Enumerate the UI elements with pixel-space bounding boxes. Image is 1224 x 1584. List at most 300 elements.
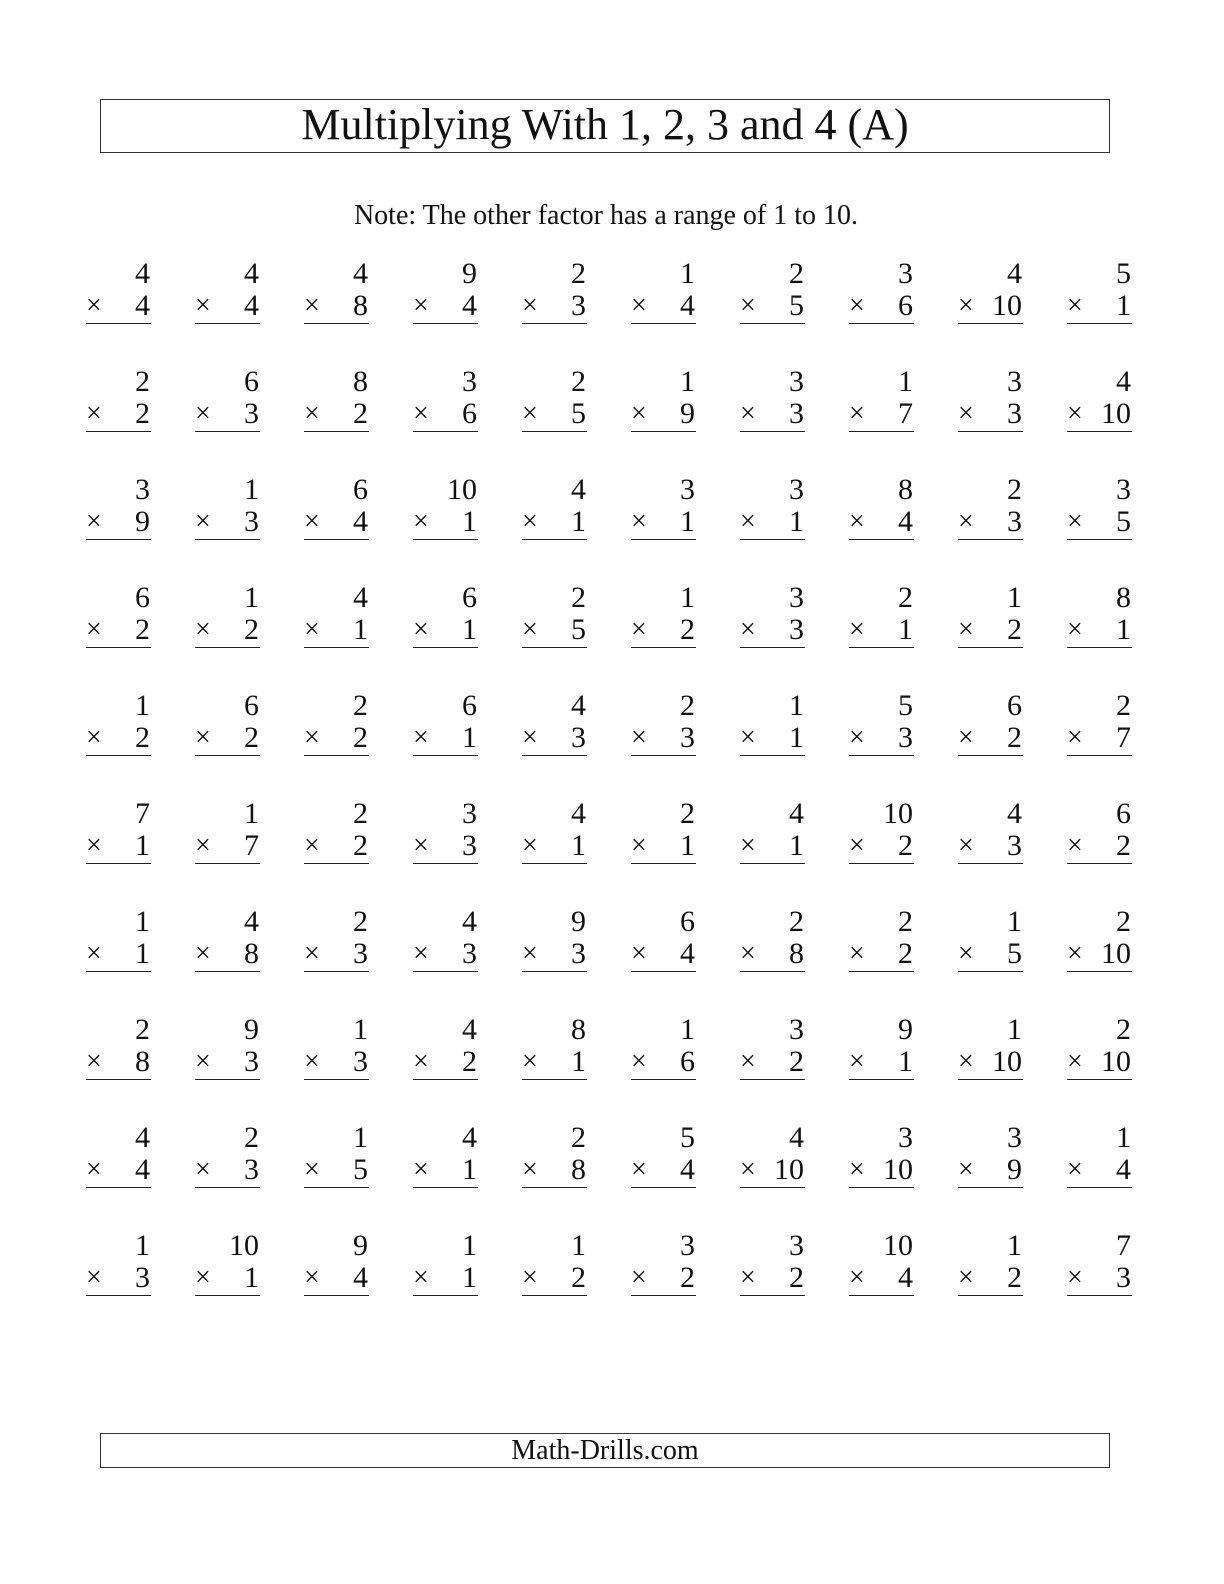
first-factor: 2 <box>135 1013 150 1046</box>
answer-line <box>1067 1045 1132 1080</box>
problem-grid <box>86 257 1146 1337</box>
times-sign: × <box>86 938 102 969</box>
times-sign: × <box>195 1154 211 1185</box>
second-factor: 5 <box>571 613 586 646</box>
second-factor: 3 <box>1007 829 1022 862</box>
first-factor: 1 <box>1007 905 1022 938</box>
times-sign: × <box>631 290 647 321</box>
first-factor: 4 <box>1116 365 1131 398</box>
times-sign: × <box>522 938 538 969</box>
answer-line <box>86 1045 151 1080</box>
multiplication-problem <box>304 257 369 323</box>
second-factor: 4 <box>462 289 477 322</box>
times-sign: × <box>631 614 647 645</box>
multiplication-problem <box>740 905 805 971</box>
first-factor: 3 <box>789 365 804 398</box>
multiplication-problem <box>1067 797 1132 863</box>
times-sign: × <box>195 506 211 537</box>
times-sign: × <box>304 290 320 321</box>
multiplication-problem <box>740 689 805 755</box>
answer-line <box>740 613 805 648</box>
second-factor: 1 <box>898 1045 913 1078</box>
first-factor: 4 <box>571 689 586 722</box>
first-factor: 6 <box>353 473 368 506</box>
answer-line <box>413 613 478 648</box>
times-sign: × <box>304 614 320 645</box>
first-factor: 3 <box>462 365 477 398</box>
answer-line <box>849 721 914 756</box>
multiplication-problem <box>86 257 151 323</box>
answer-line <box>86 505 151 540</box>
second-factor: 8 <box>789 937 804 970</box>
first-factor: 1 <box>1007 581 1022 614</box>
second-factor: 1 <box>244 1261 259 1294</box>
second-factor: 3 <box>1007 505 1022 538</box>
multiplication-problem <box>1067 473 1132 539</box>
multiplication-problem <box>304 365 369 431</box>
first-factor: 1 <box>135 905 150 938</box>
multiplication-problem <box>849 473 914 539</box>
multiplication-problem <box>740 1121 805 1187</box>
first-factor: 3 <box>1007 365 1022 398</box>
first-factor: 1 <box>244 581 259 614</box>
times-sign: × <box>958 1046 974 1077</box>
multiplication-problem <box>631 365 696 431</box>
answer-line <box>195 505 260 540</box>
answer-line <box>740 397 805 432</box>
multiplication-problem <box>413 581 478 647</box>
second-factor: 1 <box>462 613 477 646</box>
first-factor: 10 <box>229 1229 259 1262</box>
multiplication-problem <box>195 257 260 323</box>
first-factor: 1 <box>898 365 913 398</box>
times-sign: × <box>1067 506 1083 537</box>
times-sign: × <box>958 1154 974 1185</box>
times-sign: × <box>1067 1262 1083 1293</box>
second-factor: 3 <box>1116 1261 1131 1294</box>
multiplication-problem <box>86 1121 151 1187</box>
second-factor: 2 <box>680 1261 695 1294</box>
problem-row <box>86 365 1146 473</box>
multiplication-problem <box>304 1121 369 1187</box>
second-factor: 2 <box>1007 721 1022 754</box>
first-factor: 6 <box>244 689 259 722</box>
second-factor: 2 <box>135 613 150 646</box>
times-sign: × <box>849 614 865 645</box>
times-sign: × <box>195 830 211 861</box>
multiplication-problem <box>1067 905 1132 971</box>
first-factor: 2 <box>571 257 586 290</box>
multiplication-problem <box>304 797 369 863</box>
multiplication-problem <box>304 581 369 647</box>
multiplication-problem <box>958 365 1023 431</box>
multiplication-problem <box>413 257 478 323</box>
first-factor: 1 <box>462 1229 477 1262</box>
second-factor: 2 <box>353 721 368 754</box>
multiplication-problem <box>631 473 696 539</box>
second-factor: 1 <box>462 721 477 754</box>
answer-line <box>304 829 369 864</box>
times-sign: × <box>1067 614 1083 645</box>
times-sign: × <box>740 830 756 861</box>
second-factor: 10 <box>774 1153 804 1186</box>
second-factor: 3 <box>1007 397 1022 430</box>
multiplication-problem <box>195 473 260 539</box>
first-factor: 6 <box>1116 797 1131 830</box>
answer-line <box>522 505 587 540</box>
second-factor: 2 <box>135 397 150 430</box>
answer-line <box>631 1153 696 1188</box>
times-sign: × <box>304 398 320 429</box>
multiplication-problem <box>195 1121 260 1187</box>
second-factor: 8 <box>135 1045 150 1078</box>
first-factor: 2 <box>571 1121 586 1154</box>
times-sign: × <box>1067 938 1083 969</box>
second-factor: 1 <box>789 829 804 862</box>
times-sign: × <box>522 614 538 645</box>
multiplication-problem <box>86 473 151 539</box>
times-sign: × <box>86 398 102 429</box>
answer-line <box>522 1153 587 1188</box>
times-sign: × <box>195 614 211 645</box>
second-factor: 4 <box>680 289 695 322</box>
first-factor: 2 <box>353 905 368 938</box>
times-sign: × <box>413 1046 429 1077</box>
second-factor: 3 <box>462 829 477 862</box>
times-sign: × <box>958 398 974 429</box>
second-factor: 4 <box>244 289 259 322</box>
first-factor: 1 <box>135 689 150 722</box>
first-factor: 6 <box>462 689 477 722</box>
times-sign: × <box>849 938 865 969</box>
times-sign: × <box>631 1046 647 1077</box>
multiplication-problem <box>849 581 914 647</box>
multiplication-problem <box>1067 581 1132 647</box>
problem-row <box>86 1229 1146 1337</box>
times-sign: × <box>86 1046 102 1077</box>
second-factor: 6 <box>462 397 477 430</box>
answer-line <box>631 397 696 432</box>
multiplication-problem <box>631 797 696 863</box>
second-factor: 5 <box>571 397 586 430</box>
multiplication-problem <box>413 1013 478 1079</box>
times-sign: × <box>195 398 211 429</box>
answer-line <box>86 613 151 648</box>
answer-line <box>195 397 260 432</box>
multiplication-problem <box>86 797 151 863</box>
answer-line <box>740 1153 805 1188</box>
second-factor: 3 <box>571 937 586 970</box>
times-sign: × <box>522 398 538 429</box>
times-sign: × <box>740 398 756 429</box>
answer-line <box>631 1261 696 1296</box>
answer-line <box>849 1261 914 1296</box>
answer-line <box>86 1153 151 1188</box>
answer-line <box>522 721 587 756</box>
second-factor: 3 <box>680 721 695 754</box>
second-factor: 9 <box>135 505 150 538</box>
answer-line <box>631 289 696 324</box>
answer-line <box>304 1045 369 1080</box>
multiplication-problem <box>86 581 151 647</box>
answer-line <box>86 721 151 756</box>
answer-line <box>740 937 805 972</box>
second-factor: 2 <box>244 721 259 754</box>
first-factor: 10 <box>447 473 477 506</box>
multiplication-problem <box>1067 1121 1132 1187</box>
times-sign: × <box>86 1154 102 1185</box>
second-factor: 5 <box>1007 937 1022 970</box>
second-factor: 2 <box>680 613 695 646</box>
multiplication-problem <box>958 905 1023 971</box>
multiplication-problem <box>195 1013 260 1079</box>
multiplication-problem <box>304 1013 369 1079</box>
answer-line <box>849 1153 914 1188</box>
first-factor: 1 <box>571 1229 586 1262</box>
multiplication-problem <box>522 905 587 971</box>
second-factor: 2 <box>789 1045 804 1078</box>
second-factor: 10 <box>992 289 1022 322</box>
answer-line <box>304 1153 369 1188</box>
multiplication-problem <box>849 1013 914 1079</box>
answer-line <box>958 721 1023 756</box>
multiplication-problem <box>413 1229 478 1295</box>
multiplication-problem <box>958 581 1023 647</box>
multiplication-problem <box>413 905 478 971</box>
multiplication-problem <box>304 905 369 971</box>
answer-line <box>849 937 914 972</box>
multiplication-problem <box>413 1121 478 1187</box>
multiplication-problem <box>958 689 1023 755</box>
times-sign: × <box>631 938 647 969</box>
times-sign: × <box>413 614 429 645</box>
times-sign: × <box>1067 830 1083 861</box>
answer-line <box>958 937 1023 972</box>
second-factor: 3 <box>898 721 913 754</box>
first-factor: 2 <box>135 365 150 398</box>
second-factor: 3 <box>571 721 586 754</box>
multiplication-problem <box>195 797 260 863</box>
first-factor: 2 <box>1116 1013 1131 1046</box>
answer-line <box>1067 613 1132 648</box>
times-sign: × <box>849 1154 865 1185</box>
times-sign: × <box>86 614 102 645</box>
times-sign: × <box>631 1154 647 1185</box>
second-factor: 2 <box>789 1261 804 1294</box>
answer-line <box>849 829 914 864</box>
answer-line <box>413 937 478 972</box>
first-factor: 4 <box>353 257 368 290</box>
times-sign: × <box>631 506 647 537</box>
second-factor: 1 <box>680 829 695 862</box>
problem-row <box>86 689 1146 797</box>
first-factor: 7 <box>1116 1229 1131 1262</box>
answer-line <box>631 829 696 864</box>
problem-row <box>86 257 1146 365</box>
answer-line <box>413 1045 478 1080</box>
second-factor: 1 <box>462 1261 477 1294</box>
second-factor: 1 <box>789 505 804 538</box>
multiplication-problem <box>958 1121 1023 1187</box>
first-factor: 1 <box>680 257 695 290</box>
first-factor: 5 <box>898 689 913 722</box>
answer-line <box>958 289 1023 324</box>
first-factor: 3 <box>898 1121 913 1154</box>
first-factor: 4 <box>462 1013 477 1046</box>
second-factor: 4 <box>1116 1153 1131 1186</box>
answer-line <box>740 289 805 324</box>
times-sign: × <box>86 722 102 753</box>
multiplication-problem <box>304 473 369 539</box>
first-factor: 9 <box>462 257 477 290</box>
second-factor: 3 <box>353 1045 368 1078</box>
answer-line <box>522 1045 587 1080</box>
first-factor: 8 <box>353 365 368 398</box>
times-sign: × <box>740 722 756 753</box>
first-factor: 6 <box>680 905 695 938</box>
first-factor: 3 <box>680 473 695 506</box>
first-factor: 4 <box>789 797 804 830</box>
second-factor: 1 <box>1116 289 1131 322</box>
first-factor: 8 <box>571 1013 586 1046</box>
second-factor: 3 <box>789 613 804 646</box>
first-factor: 6 <box>462 581 477 614</box>
answer-line <box>1067 397 1132 432</box>
first-factor: 4 <box>353 581 368 614</box>
multiplication-problem <box>1067 257 1132 323</box>
first-factor: 4 <box>462 905 477 938</box>
multiplication-problem <box>740 365 805 431</box>
multiplication-problem <box>740 473 805 539</box>
second-factor: 10 <box>1101 1045 1131 1078</box>
first-factor: 9 <box>244 1013 259 1046</box>
first-factor: 3 <box>789 473 804 506</box>
answer-line <box>631 505 696 540</box>
second-factor: 2 <box>135 721 150 754</box>
multiplication-problem <box>413 689 478 755</box>
second-factor: 2 <box>353 829 368 862</box>
second-factor: 10 <box>992 1045 1022 1078</box>
times-sign: × <box>195 290 211 321</box>
answer-line <box>413 1153 478 1188</box>
times-sign: × <box>413 398 429 429</box>
second-factor: 4 <box>353 505 368 538</box>
worksheet-note: Note: The other factor has a range of 1 to 10. <box>353 200 859 231</box>
times-sign: × <box>849 506 865 537</box>
first-factor: 1 <box>353 1121 368 1154</box>
second-factor: 1 <box>353 613 368 646</box>
multiplication-problem <box>522 1013 587 1079</box>
times-sign: × <box>413 830 429 861</box>
multiplication-problem <box>631 689 696 755</box>
answer-line <box>958 1261 1023 1296</box>
second-factor: 1 <box>571 505 586 538</box>
answer-line <box>86 1261 151 1296</box>
first-factor: 2 <box>571 581 586 614</box>
first-factor: 1 <box>244 797 259 830</box>
first-factor: 10 <box>883 797 913 830</box>
second-factor: 7 <box>1116 721 1131 754</box>
answer-line <box>522 397 587 432</box>
times-sign: × <box>740 1046 756 1077</box>
second-factor: 4 <box>680 937 695 970</box>
times-sign: × <box>86 1262 102 1293</box>
answer-line <box>195 613 260 648</box>
second-factor: 6 <box>898 289 913 322</box>
answer-line <box>413 721 478 756</box>
second-factor: 8 <box>571 1153 586 1186</box>
first-factor: 8 <box>1116 581 1131 614</box>
multiplication-problem <box>849 689 914 755</box>
second-factor: 3 <box>244 397 259 430</box>
first-factor: 6 <box>135 581 150 614</box>
multiplication-problem <box>740 1013 805 1079</box>
first-factor: 6 <box>244 365 259 398</box>
second-factor: 2 <box>353 397 368 430</box>
answer-line <box>849 613 914 648</box>
times-sign: × <box>958 614 974 645</box>
times-sign: × <box>631 1262 647 1293</box>
multiplication-problem <box>522 581 587 647</box>
answer-line <box>86 829 151 864</box>
multiplication-problem <box>849 1229 914 1295</box>
times-sign: × <box>304 1262 320 1293</box>
second-factor: 5 <box>353 1153 368 1186</box>
times-sign: × <box>631 722 647 753</box>
first-factor: 1 <box>789 689 804 722</box>
second-factor: 2 <box>1007 613 1022 646</box>
times-sign: × <box>304 830 320 861</box>
times-sign: × <box>304 1154 320 1185</box>
first-factor: 2 <box>1007 473 1022 506</box>
first-factor: 2 <box>898 905 913 938</box>
answer-line <box>740 1261 805 1296</box>
times-sign: × <box>740 938 756 969</box>
second-factor: 5 <box>789 289 804 322</box>
first-factor: 1 <box>135 1229 150 1262</box>
first-factor: 2 <box>898 581 913 614</box>
first-factor: 2 <box>789 257 804 290</box>
second-factor: 2 <box>1007 1261 1022 1294</box>
first-factor: 4 <box>571 797 586 830</box>
second-factor: 3 <box>244 1153 259 1186</box>
times-sign: × <box>849 1046 865 1077</box>
times-sign: × <box>740 506 756 537</box>
second-factor: 4 <box>898 1261 913 1294</box>
times-sign: × <box>195 722 211 753</box>
first-factor: 2 <box>680 689 695 722</box>
multiplication-problem <box>413 473 478 539</box>
first-factor: 4 <box>1007 257 1022 290</box>
problem-row <box>86 905 1146 1013</box>
first-factor: 1 <box>353 1013 368 1046</box>
multiplication-problem <box>958 1013 1023 1079</box>
times-sign: × <box>522 1262 538 1293</box>
answer-line <box>631 937 696 972</box>
first-factor: 3 <box>135 473 150 506</box>
times-sign: × <box>740 290 756 321</box>
first-factor: 2 <box>789 905 804 938</box>
times-sign: × <box>958 830 974 861</box>
first-factor: 1 <box>244 473 259 506</box>
multiplication-problem <box>413 365 478 431</box>
multiplication-problem <box>849 797 914 863</box>
footer-credit: Math-Drills.com <box>100 1433 1110 1468</box>
answer-line <box>849 505 914 540</box>
answer-line <box>86 289 151 324</box>
second-factor: 1 <box>898 613 913 646</box>
second-factor: 4 <box>135 289 150 322</box>
